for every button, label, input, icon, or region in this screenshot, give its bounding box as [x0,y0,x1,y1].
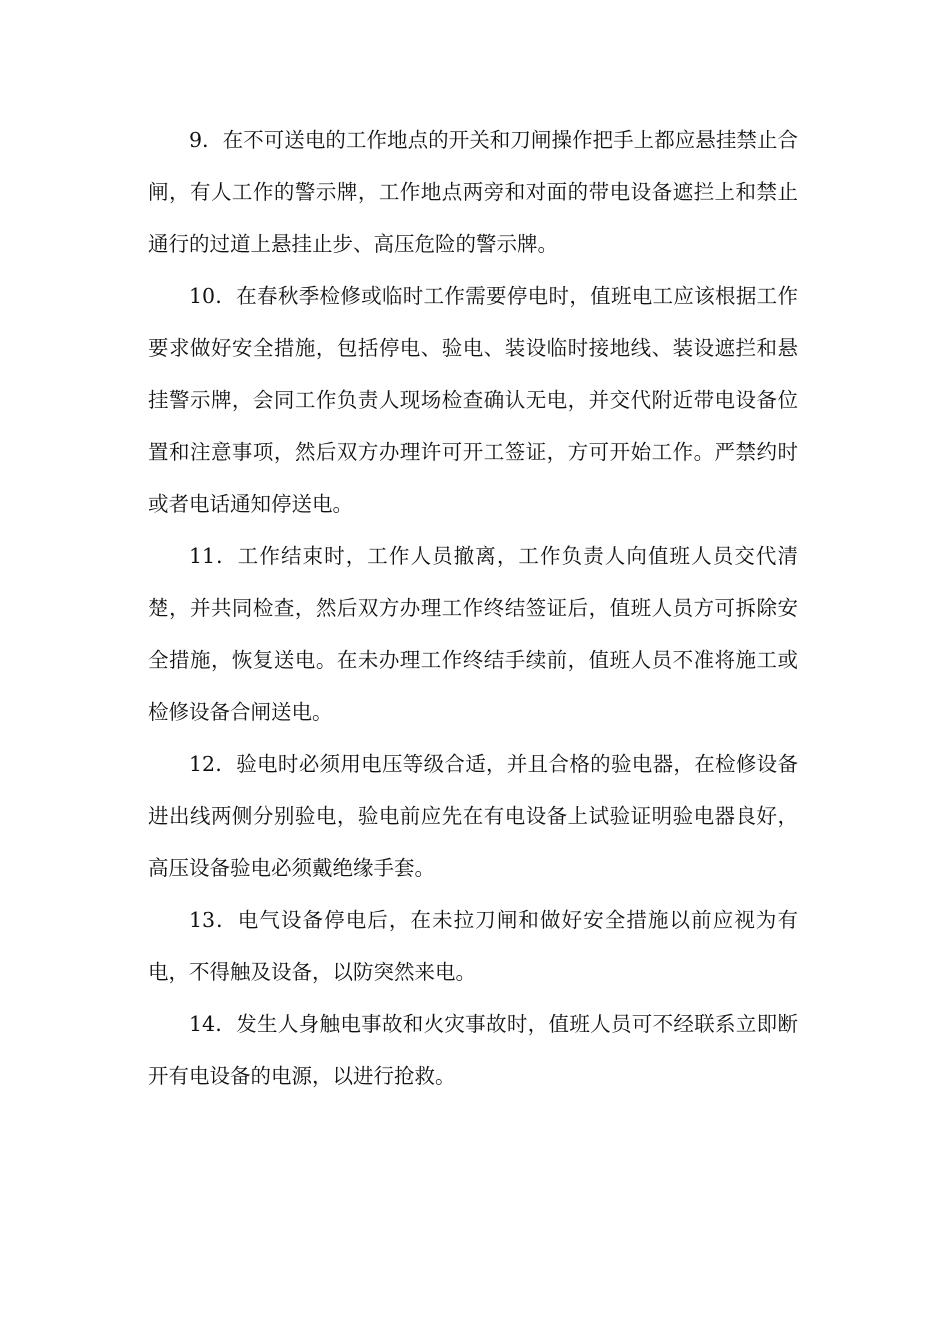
paragraph-text: 在不可送电的工作地点的开关和刀闸操作把手上都应悬挂禁止合闸，有人工作的警示牌，工作地点两旁和对面的带电设备遮拦上和禁止通行的过道上悬挂止步、高压危险的警示牌。 [148,128,799,256]
paragraph-text: 工作结束时，工作人员撤离，工作负责人向值班人员交代清楚，并共同检查，然后双方办理工作终结签证后，值班人员方可拆除安全措施，恢复送电。在未办理工作终结手续前，值班人员不准将施工或检修设备合闸送电。 [148,544,798,724]
paragraph-11 [148,530,798,738]
paragraph-number: 10． [189,284,237,308]
paragraph-number: 12． [189,752,237,776]
paragraph-number: 9． [189,128,223,152]
paragraph-number: 11． [189,544,238,568]
document-body [148,114,798,1102]
paragraph-text: 发生人身触电事故和火灾事故时，值班人员可不经联系立即断开有电设备的电源，以进行抢救。 [148,1012,799,1088]
paragraph-text: 在春秋季检修或临时工作需要停电时，值班电工应该根据工作要求做好安全措施，包括停电、验电、装设临时接地线、装设遮拦和悬挂警示牌，会同工作负责人现场检查确认无电，并交代附近带电设备位置和注意事项，然后双方办理许可开工签证，方可开始工作。严禁约时或者电话通知停送电。 [148,284,799,516]
paragraph-12 [148,738,798,894]
paragraph-text: 验电时必须用电压等级合适，并且合格的验电器，在检修设备进出线两侧分别验电，验电前应先在有电设备上试验证明验电器良好，高压设备验电必须戴绝缘手套。 [148,752,799,880]
paragraph-text: 电气设备停电后，在未拉刀闸和做好安全措施以前应视为有电，不得触及设备，以防突然来电。 [148,908,798,984]
paragraph-10 [148,270,798,530]
paragraph-13 [148,894,798,998]
paragraph-14 [148,998,798,1102]
paragraph-9 [148,114,798,270]
paragraph-number: 14． [189,1012,237,1036]
paragraph-number: 13． [189,908,238,932]
